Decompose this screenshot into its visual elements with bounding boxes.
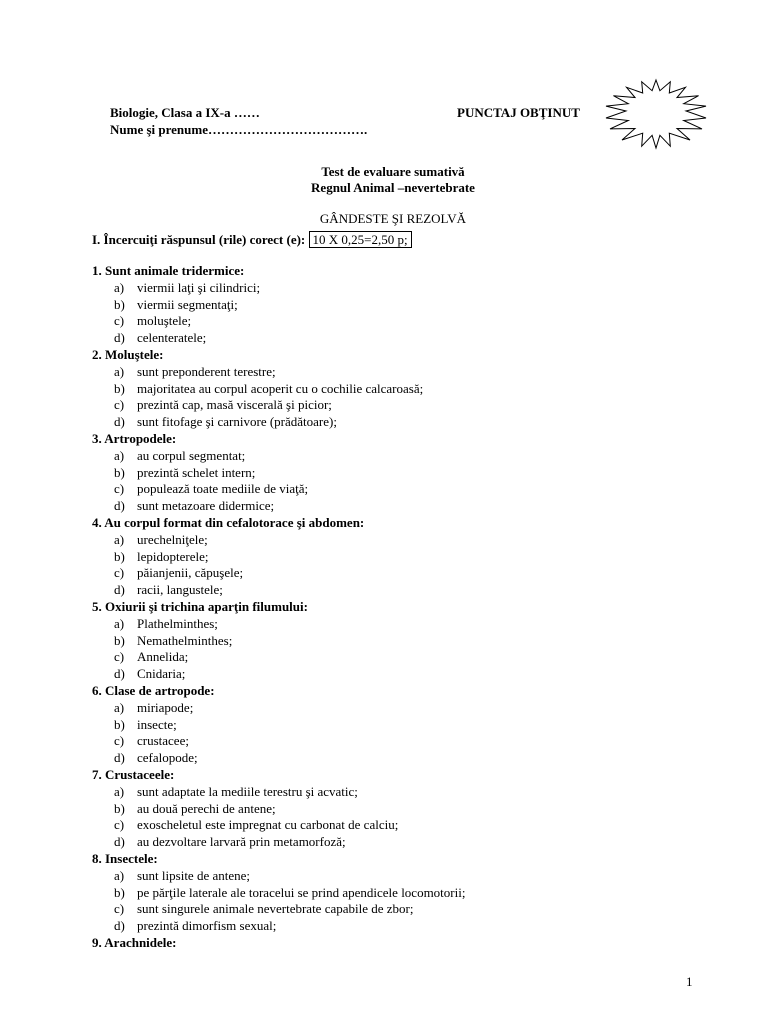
answer-option[interactable] [114, 381, 423, 398]
option-text: păianjenii, căpuşele; [137, 565, 244, 581]
question-title [92, 767, 174, 784]
option-text: sunt lipsite de antene; [137, 867, 251, 883]
question-text: Arachnidele: [104, 935, 177, 950]
option-text: majoritatea au corpul acoperit cu o cochilie calcaroasă; [137, 380, 424, 396]
answer-option[interactable] [114, 666, 185, 683]
answer-option[interactable] [114, 313, 191, 330]
answer-option[interactable] [114, 633, 232, 650]
page-number: 1 [686, 974, 693, 989]
question-number: 3. [92, 431, 102, 446]
question-title [92, 599, 308, 616]
answer-option[interactable] [114, 565, 243, 582]
test-title: Test de evaluare sumativă [321, 164, 465, 179]
answer-option[interactable] [114, 834, 346, 851]
option-text: insecte; [137, 716, 177, 732]
answer-option[interactable] [114, 616, 218, 633]
answer-option[interactable] [114, 918, 276, 935]
question-number: 5. [92, 599, 102, 614]
answer-option[interactable] [114, 448, 245, 465]
test-subtitle: Regnul Animal –nevertebrate [311, 180, 475, 195]
option-letter: c) [114, 397, 125, 413]
option-letter: a) [114, 699, 125, 715]
option-letter: b) [114, 380, 125, 396]
answer-option[interactable] [114, 817, 398, 834]
starburst-score-icon [598, 76, 714, 152]
option-text: prezintă dimorfism sexual; [137, 918, 277, 934]
motto: GÂNDESTE ŞI REZOLVĂ [319, 211, 467, 226]
question-number: 1. [92, 263, 102, 278]
option-letter: b) [114, 548, 125, 564]
answer-option[interactable] [114, 784, 358, 801]
option-letter: c) [114, 565, 125, 581]
option-letter: c) [114, 649, 125, 665]
option-text: crustacee; [137, 733, 189, 749]
option-letter: b) [114, 884, 125, 900]
option-text: urechelniţele; [137, 531, 208, 547]
option-text: racii, langustele; [137, 582, 223, 598]
answer-option[interactable] [114, 549, 208, 566]
option-text: pe părţile laterale ale toracelui se prind apendicele locomotorii; [137, 884, 466, 900]
option-text: viermii segmentaţi; [137, 296, 238, 312]
answer-option[interactable] [114, 498, 274, 515]
question-number: 6. [92, 683, 102, 698]
section-heading [92, 232, 412, 248]
question-text: Moluştele: [105, 347, 164, 362]
option-letter: d) [114, 330, 125, 346]
answer-option[interactable] [114, 280, 260, 297]
option-text: sunt singurele animale nevertebrate capabile de zbor; [137, 901, 414, 917]
option-letter: b) [114, 800, 125, 816]
answer-option[interactable] [114, 297, 238, 314]
section-score-box: 10 X 0,25=2,50 p; [309, 231, 412, 248]
option-text: Cnidaria; [137, 666, 186, 682]
question-title [92, 515, 364, 532]
option-text: lepidopterele; [137, 548, 209, 564]
option-letter: a) [114, 447, 125, 463]
option-letter: c) [114, 733, 125, 749]
option-text: celenteratele; [137, 330, 207, 346]
question-title [92, 347, 163, 364]
option-text: exoscheletul este impregnat cu carbonat de calciu; [137, 817, 399, 833]
subject-line: Biologie, Clasa a IX-a …… [110, 105, 260, 120]
name-field: Nume şi prenume………………………………. [110, 122, 368, 137]
option-letter: c) [114, 481, 125, 497]
question-text: Insectele: [105, 851, 158, 866]
answer-option[interactable] [114, 750, 198, 767]
question-title [92, 263, 244, 280]
answer-option[interactable] [114, 414, 337, 431]
question-text: Clase de artropode: [105, 683, 215, 698]
question-number: 2. [92, 347, 102, 362]
option-text: Nemathelminthes; [137, 632, 233, 648]
answer-option[interactable] [114, 582, 223, 599]
option-letter: b) [114, 464, 125, 480]
answer-option[interactable] [114, 801, 276, 818]
score-label: PUNCTAJ OBŢINUT [457, 105, 580, 120]
question-text: Oxiurii şi trichina aparţin filumului: [105, 599, 308, 614]
option-text: au dezvoltare larvară prin metamorfoză; [137, 834, 346, 850]
option-letter: a) [114, 615, 125, 631]
answer-option[interactable] [114, 885, 465, 902]
section-instruction: I. Încercuiţi răspunsul (rile) corect (e): [92, 232, 306, 247]
answer-option[interactable] [114, 532, 208, 549]
question-text: Crustaceele: [105, 767, 175, 782]
option-text: sunt fitofage şi carnivore (prădătoare); [137, 414, 337, 430]
question-title [92, 851, 158, 868]
option-letter: d) [114, 834, 125, 850]
option-letter: c) [114, 313, 125, 329]
option-text: au corpul segmentat; [137, 447, 246, 463]
option-letter: a) [114, 531, 125, 547]
option-text: moluştele; [137, 313, 192, 329]
option-letter: d) [114, 750, 125, 766]
answer-option[interactable] [114, 330, 206, 347]
option-text: sunt preponderent terestre; [137, 363, 276, 379]
question-title [92, 935, 177, 952]
answer-option[interactable] [114, 717, 177, 734]
option-text: sunt adaptate la mediile terestru şi acvatic; [137, 783, 358, 799]
option-letter: a) [114, 783, 125, 799]
option-letter: d) [114, 582, 125, 598]
option-letter: d) [114, 918, 125, 934]
answer-option[interactable] [114, 901, 414, 918]
answer-option[interactable] [114, 364, 276, 381]
question-title [92, 683, 215, 700]
option-letter: a) [114, 867, 125, 883]
option-text: miriapode; [137, 699, 194, 715]
question-number: 9. [92, 935, 102, 950]
option-text: au două perechi de antene; [137, 800, 276, 816]
option-letter: b) [114, 296, 125, 312]
answer-option[interactable] [114, 733, 189, 750]
question-text: Artropodele: [104, 431, 177, 446]
option-text: sunt metazoare didermice; [137, 498, 275, 514]
question-text: Au corpul format din cefalotorace şi abdomen: [104, 515, 365, 530]
answer-option[interactable] [114, 700, 193, 717]
question-number: 8. [92, 851, 102, 866]
question-number: 4. [92, 515, 102, 530]
option-text: viermii laţi şi cilindrici; [137, 279, 261, 295]
option-letter: c) [114, 817, 125, 833]
option-text: Plathelminthes; [137, 615, 218, 631]
option-text: cefalopode; [137, 750, 198, 766]
question-number: 7. [92, 767, 102, 782]
answer-option[interactable] [114, 868, 250, 885]
option-text: prezintă cap, masă viscerală şi picior; [137, 397, 332, 413]
option-text: Annelida; [137, 649, 189, 665]
question-text: Sunt animale tridermice: [105, 263, 245, 278]
option-letter: a) [114, 279, 125, 295]
question-title [92, 431, 176, 448]
option-letter: d) [114, 414, 125, 430]
answer-option[interactable] [114, 649, 188, 666]
option-text: populează toate mediile de viaţă; [137, 481, 309, 497]
answer-option[interactable] [114, 481, 308, 498]
option-letter: b) [114, 632, 125, 648]
option-letter: d) [114, 498, 125, 514]
answer-option[interactable] [114, 465, 255, 482]
option-letter: c) [114, 901, 125, 917]
option-letter: a) [114, 363, 125, 379]
option-letter: b) [114, 716, 125, 732]
option-text: prezintă schelet intern; [137, 464, 256, 480]
option-letter: d) [114, 666, 125, 682]
answer-option[interactable] [114, 397, 332, 414]
